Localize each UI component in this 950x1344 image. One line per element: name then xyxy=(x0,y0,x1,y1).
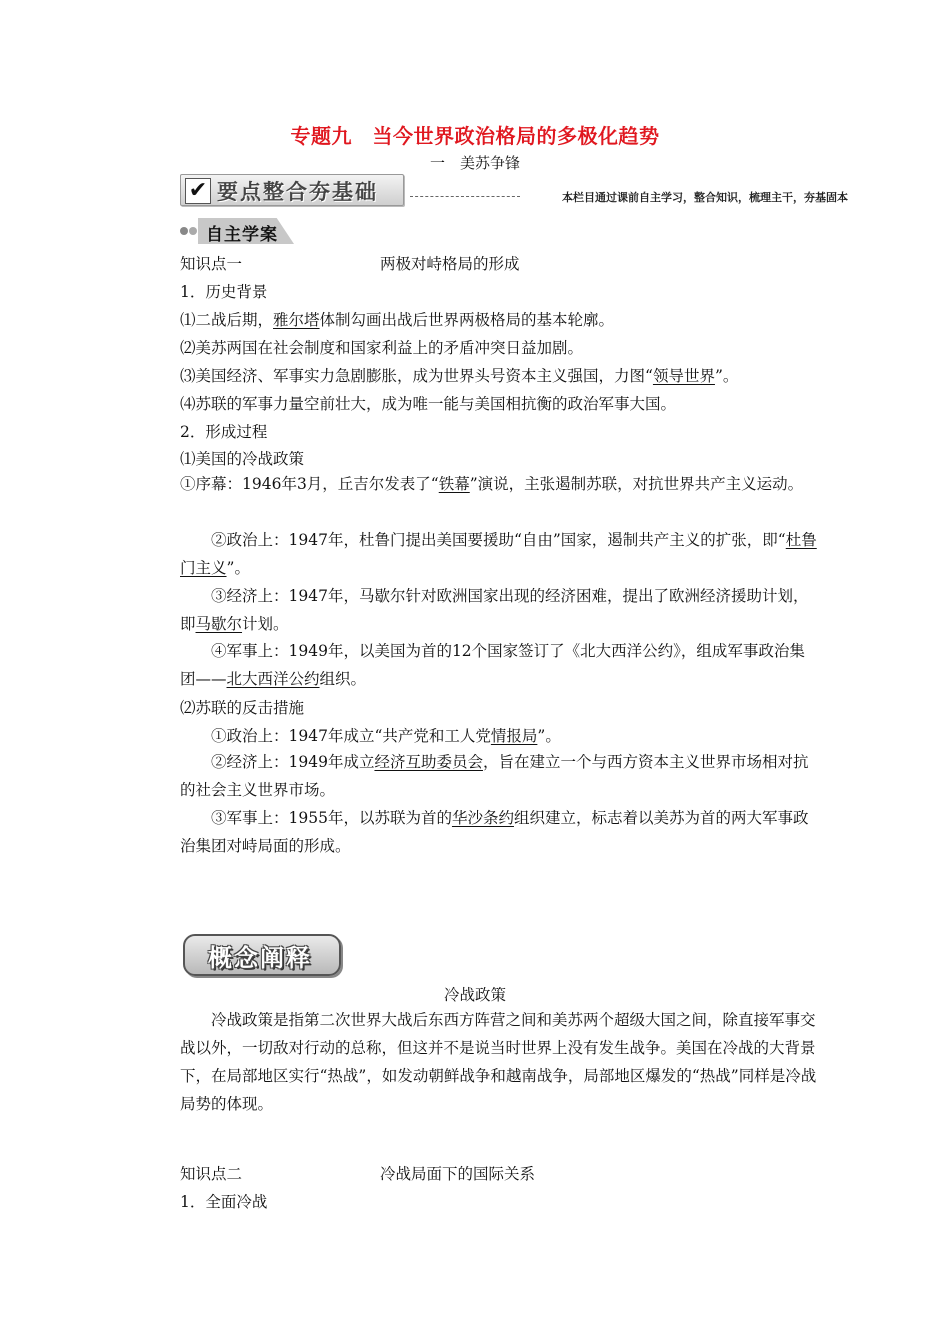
soviet-response-item-2: ②经济上：1949年成立经济互助委员会，旨在建立一个与西方资本主义世界市场相对抗的社会主义世界市场。 xyxy=(180,753,809,799)
kp1-heading-1: 1．历史背景 xyxy=(180,283,268,301)
banner-box xyxy=(180,174,404,206)
us-policy-item-2: ②政治上：1947年，杜鲁门提出美国要援助“自由”国家，遏制共产主义的扩张，即“杜鲁门主义”。 xyxy=(180,531,817,577)
soviet-response-title: ⑵苏联的反击措施 xyxy=(180,699,305,717)
banner-divider xyxy=(410,196,520,197)
us-policy-item-1: ①序幕：1946年3月，丘吉尔发表了“铁幕”演说，主张遏制苏联，对抗世界共产主义运动。 xyxy=(180,475,804,493)
us-policy-item-4: ④军事上：1949年，以美国为首的12个国家签订了《北大西洋公约》，组成军事政治集团——北大西洋公约组织。 xyxy=(180,642,805,688)
soviet-response-item-3: ③军事上：1955年，以苏联为首的华沙条约组织建立，标志着以美苏为首的两大军事政治集团对峙局面的形成。 xyxy=(180,809,809,855)
page-subtitle: 一 美苏争锋 xyxy=(429,154,520,172)
concept-text: 冷战政策是指第二次世界大战后东西方阵营之间和美苏两个超级大国之间，除直接军事交战以外，一切敌对行动的总称，但这并不是说当时世界上没有发生战争。美国在冷战的大背景下，在局部地区实行“热战”，如发动朝鲜战争和越南战争，局部地区爆发的“热战”同样是冷战局势的体现。 xyxy=(180,1011,817,1113)
concept-badge-label: 概念阐释 xyxy=(208,944,312,972)
kp1-point-2: ⑵美苏两国在社会制度和国家利益上的矛盾冲突日益加剧。 xyxy=(180,339,584,357)
kp1-label: 知识点一 xyxy=(180,255,243,273)
concept-badge xyxy=(183,934,339,974)
us-policy-title: ⑴美国的冷战政策 xyxy=(180,450,305,468)
banner-note: 本栏目通过课前自主学习，整合知识，梳理主干，夯基固本 xyxy=(562,191,848,204)
tab-dots-icon xyxy=(180,227,198,235)
kp1-point-4: ⑷苏联的军事力量空前壮大，成为唯一能与美国相抗衡的政治军事大国。 xyxy=(180,395,677,413)
section-tab-label: 自主学案 xyxy=(206,225,278,245)
kp1-point-1: ⑴二战后期，雅尔塔体制勾画出战后世界两极格局的基本轮廓。 xyxy=(180,311,615,329)
kp1-point-3: ⑶美国经济、军事实力急剧膨胀，成为世界头号资本主义强国，力图“领导世界”。 xyxy=(180,367,739,385)
page-title: 专题九 当今世界政治格局的多极化趋势 xyxy=(290,124,660,148)
us-policy-item-3: ③经济上：1947年，马歇尔针对欧洲国家出现的经济困难，提出了欧洲经济援助计划，即马歇尔计划。 xyxy=(180,587,809,633)
kp2-title: 冷战局面下的国际关系 xyxy=(380,1165,536,1183)
check-mark-icon: ✔ xyxy=(185,178,211,204)
soviet-response-item-1: ①政治上：1947年成立“共产党和工人党情报局”。 xyxy=(211,727,561,745)
kp2-heading-1: 1．全面冷战 xyxy=(180,1193,268,1211)
concept-term: 冷战政策 xyxy=(443,986,506,1004)
section-tab xyxy=(180,218,300,244)
kp2-label: 知识点二 xyxy=(180,1165,243,1183)
banner-label: 要点整合夯基础 xyxy=(217,180,378,204)
kp1-heading-2: 2．形成过程 xyxy=(180,423,268,441)
section-banner xyxy=(180,172,850,208)
kp1-title: 两极对峙格局的形成 xyxy=(380,255,520,273)
